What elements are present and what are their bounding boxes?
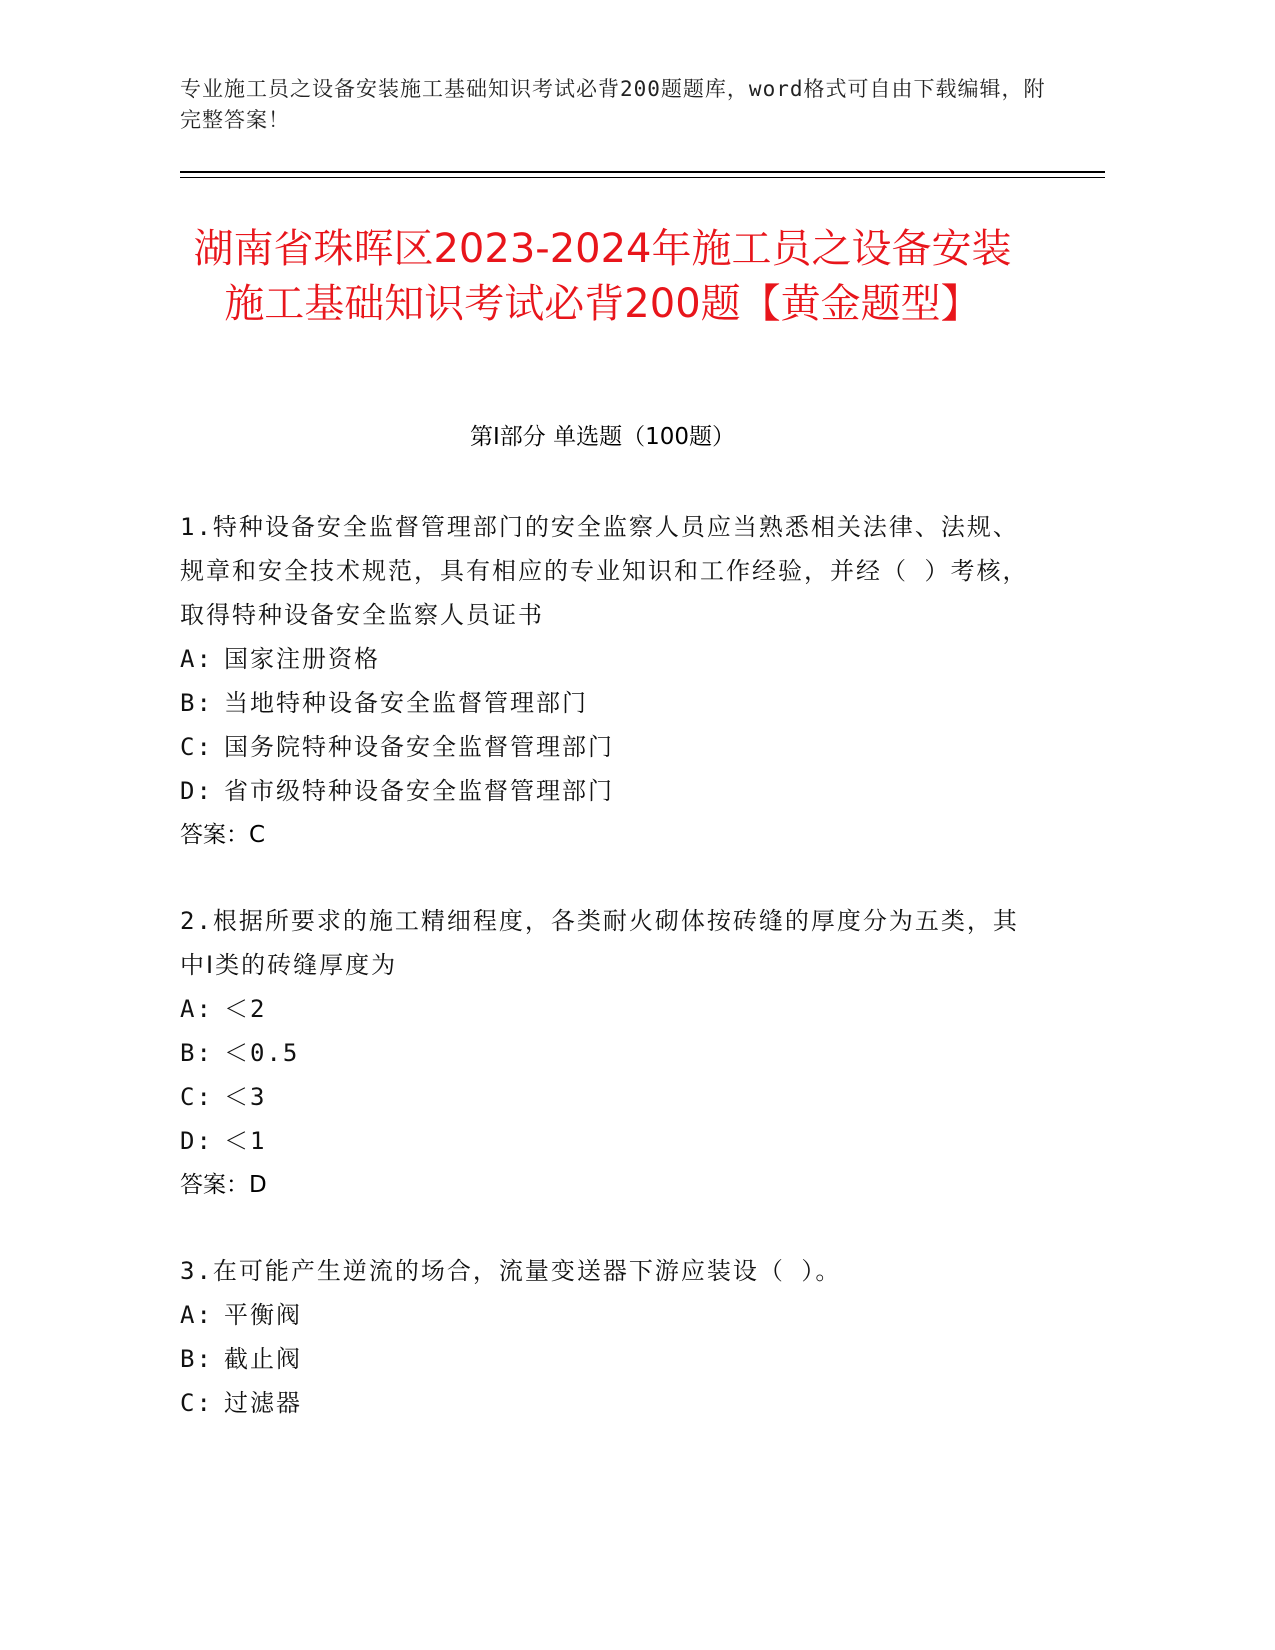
option-d	[180, 769, 1030, 813]
question-stem: 2.根据所要求的施工精细程度，各类耐火砌体按砖缝的厚度分为五类，其中Ⅰ类的砖缝厚度为	[180, 907, 1019, 979]
option-text: ＜1	[224, 1127, 267, 1155]
option-text: 国务院特种设备安全监督管理部门	[224, 733, 614, 761]
option-key: C:	[180, 1389, 213, 1417]
option-key: B:	[180, 1039, 213, 1067]
option-text: 平衡阀	[224, 1301, 302, 1329]
option-a	[180, 637, 1030, 681]
option-text: 省市级特种设备安全监督管理部门	[224, 777, 614, 805]
option-key: B:	[180, 689, 213, 717]
option-a	[180, 987, 1030, 1031]
option-key: D:	[180, 777, 213, 805]
section-title: 第Ⅰ部分 单选题（100题）	[470, 424, 735, 450]
question-2	[180, 899, 1030, 1207]
option-d	[180, 1119, 1030, 1163]
option-text: 当地特种设备安全监督管理部门	[224, 689, 588, 717]
answer-value: D	[249, 1172, 267, 1198]
option-key: A:	[180, 645, 213, 673]
option-c	[180, 1075, 1030, 1119]
option-key: C:	[180, 1083, 213, 1111]
option-text: ＜3	[224, 1083, 267, 1111]
answer-line	[180, 1163, 1030, 1207]
document-title: 湖南省珠晖区2023-2024年施工员之设备安装施工基础知识考试必背200题【黄金题型】	[193, 226, 1012, 327]
question-1	[180, 505, 1030, 857]
option-key: A:	[180, 995, 213, 1023]
header-rule-thin	[180, 177, 1105, 178]
question-stem: 3.在可能产生逆流的场合，流量变送器下游应装设（ ）。	[180, 1257, 842, 1285]
answer-prefix: 答案：	[180, 822, 249, 848]
option-key: C:	[180, 733, 213, 761]
question-list	[180, 505, 1030, 1467]
option-b	[180, 681, 1030, 725]
option-a	[180, 1293, 1030, 1337]
question-stem: 1.特种设备安全监督管理部门的安全监察人员应当熟悉相关法律、法规、规章和安全技术规范，具有相应的专业知识和工作经验，并经（ ）考核，取得特种设备安全监察人员证书	[180, 513, 1029, 629]
option-key: B:	[180, 1345, 213, 1373]
option-b	[180, 1031, 1030, 1075]
question-3	[180, 1249, 1030, 1425]
option-text: ＜0.5	[224, 1039, 300, 1067]
option-c	[180, 725, 1030, 769]
answer-prefix: 答案：	[180, 1172, 249, 1198]
option-text: 截止阀	[224, 1345, 302, 1373]
option-key: A:	[180, 1301, 213, 1329]
answer-value: C	[249, 822, 266, 848]
option-text: 过滤器	[224, 1389, 302, 1417]
option-c	[180, 1381, 1030, 1425]
option-text: ＜2	[224, 995, 267, 1023]
answer-line	[180, 813, 1030, 857]
option-text: 国家注册资格	[224, 645, 380, 673]
option-b	[180, 1337, 1030, 1381]
header-rule-thick	[180, 171, 1105, 173]
header-note: 专业施工员之设备安装施工基础知识考试必背200题题库，word格式可自由下载编辑，附完整答案！	[180, 77, 1046, 132]
option-key: D:	[180, 1127, 213, 1155]
